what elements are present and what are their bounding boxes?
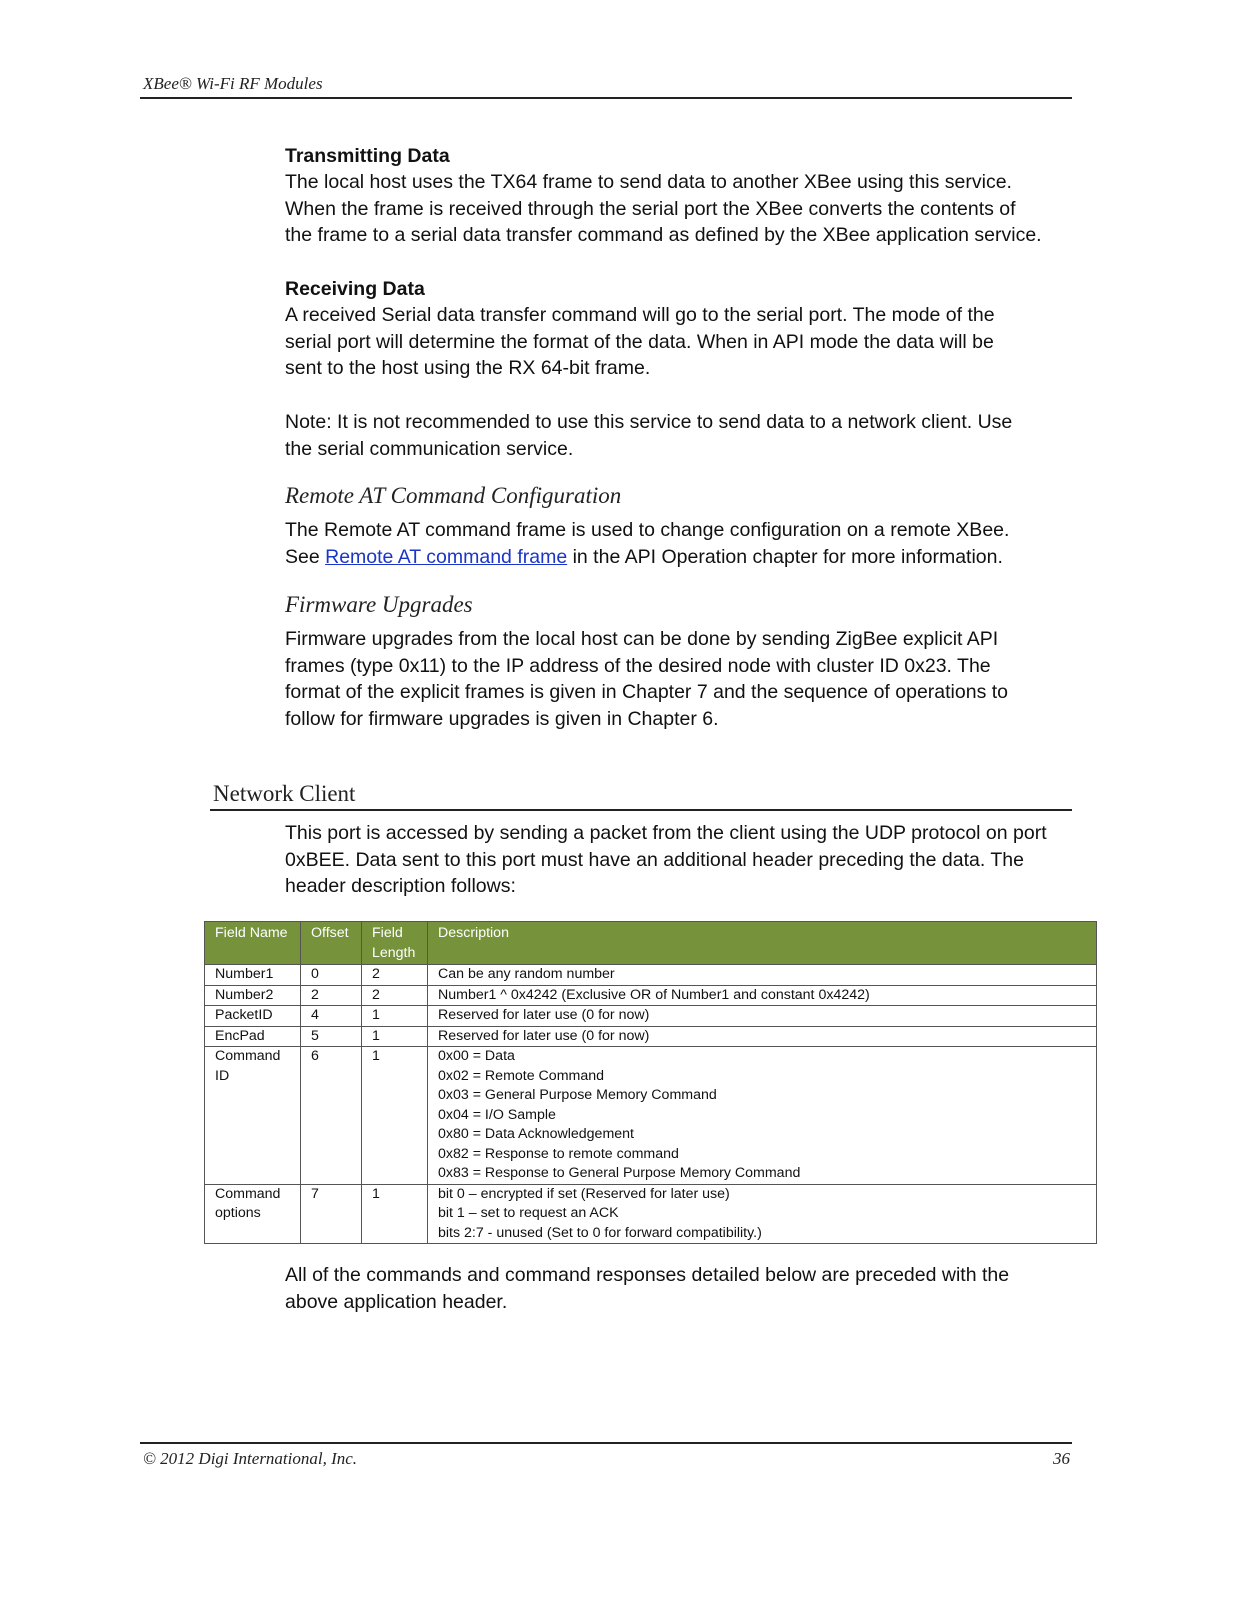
receiving-line: A received Serial data transfer command will go to the serial port. The mode of the	[285, 304, 995, 326]
network-client-heading: Network Client	[213, 781, 356, 806]
table-row	[205, 1184, 1097, 1244]
column-header-description: Description	[428, 922, 1097, 965]
note-line: the serial communication service.	[285, 437, 574, 460]
receiving-section	[285, 276, 1075, 382]
description-line: bit 1 – set to request an ACK	[438, 1205, 619, 1221]
field-length-cell: 1	[362, 1184, 428, 1244]
description-line: Can be any random number	[438, 966, 615, 982]
description-line: 0x02 = Remote Command	[438, 1067, 604, 1084]
network-client-intro	[285, 820, 1075, 900]
table-row	[205, 1047, 1097, 1185]
field-name-cell: PacketID	[205, 1006, 301, 1027]
transmitting-section	[285, 143, 1075, 249]
column-header-field-name: Field Name	[205, 922, 301, 965]
remote-at-suffix: in the API Operation chapter for more information.	[567, 545, 1003, 568]
field-name-cell: Command ID	[205, 1047, 301, 1185]
header-fields-table	[204, 921, 1097, 1244]
firmware-line: Firmware upgrades from the local host can be done by sending ZigBee explicit API	[285, 628, 999, 650]
description-cell	[428, 1026, 1097, 1047]
network-client-line: header description follows:	[285, 875, 516, 897]
network-client-line: 0xBEE. Data sent to this port must have an additional header preceding the data. The	[285, 848, 1024, 871]
closing-section	[285, 1262, 1075, 1315]
table-header-row	[205, 922, 1097, 965]
field-length-cell: 2	[362, 985, 428, 1006]
field-name-cell: Number1	[205, 965, 301, 986]
page-number: 36	[1053, 1449, 1070, 1468]
firmware-line: frames (type 0x11) to the IP address of the desired node with cluster ID 0x23. The	[285, 654, 991, 677]
field-length-cell: 1	[362, 1006, 428, 1027]
remote-at-prefix: See	[285, 545, 326, 568]
field-length-cell: 1	[362, 1047, 428, 1185]
column-header-offset: Offset	[301, 922, 362, 965]
transmitting-line: When the frame is received through the serial port the XBee converts the contents of	[285, 197, 1016, 220]
description-line: bits 2:7 - unused (Set to 0 for forward compatibility.)	[438, 1224, 762, 1241]
firmware-line: format of the explicit frames is given in Chapter 7 and the sequence of operations to	[285, 681, 1008, 703]
field-length-cell: 1	[362, 1026, 428, 1047]
table-row	[205, 1026, 1097, 1047]
remote-at-section	[285, 482, 1075, 570]
transmitting-line: the frame to a serial data transfer command as defined by the XBee application service.	[285, 224, 1042, 246]
offset-cell: 6	[301, 1047, 362, 1185]
table-row	[205, 1006, 1097, 1027]
header-rule	[140, 97, 1072, 99]
firmware-line: follow for firmware upgrades is given in Chapter 6.	[285, 707, 719, 730]
firmware-section	[285, 591, 1075, 732]
remote-at-line: The Remote AT command frame is used to change configuration on a remote XBee.	[285, 519, 1010, 541]
column-header-field-length: Field Length	[362, 922, 428, 965]
description-line: 0x83 = Response to General Purpose Memory Command	[438, 1165, 801, 1181]
remote-at-command-frame-link[interactable]: Remote AT command frame	[325, 545, 568, 568]
section-rule	[210, 809, 1072, 811]
closing-line: All of the commands and command responses detailed below are preceded with the	[285, 1264, 1010, 1286]
description-cell	[428, 1047, 1097, 1185]
field-name-cell: Number2	[205, 985, 301, 1006]
note-line: Note: It is not recommended to use this service to send data to a network client. Use	[285, 411, 1013, 433]
receiving-line: sent to the host using the RX 64-bit frame.	[285, 357, 651, 379]
offset-cell: 4	[301, 1006, 362, 1027]
field-name-cell: Command options	[205, 1184, 301, 1244]
firmware-heading: Firmware Upgrades	[285, 592, 473, 617]
description-line: 0x80 = Data Acknowledgement	[438, 1126, 634, 1142]
description-line: Number1 ^ 0x4242 (Exclusive OR of Number1 and constant 0x4242)	[438, 986, 870, 1003]
description-line: 0x00 = Data	[438, 1048, 515, 1064]
remote-at-link-line	[285, 544, 1075, 571]
transmitting-line: The local host uses the TX64 frame to send data to another XBee using this service.	[285, 171, 1012, 193]
offset-cell: 5	[301, 1026, 362, 1047]
table-row	[205, 965, 1097, 986]
transmitting-heading: Transmitting Data	[285, 145, 450, 167]
remote-at-heading: Remote AT Command Configuration	[285, 483, 622, 508]
table-row	[205, 985, 1097, 1006]
description-cell	[428, 985, 1097, 1006]
offset-cell: 7	[301, 1184, 362, 1244]
description-cell	[428, 965, 1097, 986]
field-name-cell: EncPad	[205, 1026, 301, 1047]
description-cell	[428, 1184, 1097, 1244]
receiving-heading: Receiving Data	[285, 278, 425, 300]
network-client-line: This port is accessed by sending a packet from the client using the UDP protocol on port	[285, 822, 1047, 844]
field-length-cell: 2	[362, 965, 428, 986]
description-line: Reserved for later use (0 for now)	[438, 1027, 650, 1044]
description-cell	[428, 1006, 1097, 1027]
running-header: XBee® Wi-Fi RF Modules	[143, 74, 323, 93]
offset-cell: 0	[301, 965, 362, 986]
closing-line: above application header.	[285, 1290, 508, 1313]
footer-copyright: © 2012 Digi International, Inc.	[143, 1449, 358, 1468]
description-line: Reserved for later use (0 for now)	[438, 1007, 650, 1023]
receiving-line: serial port will determine the format of the data. When in API mode the data will be	[285, 330, 994, 353]
description-line: 0x03 = General Purpose Memory Command	[438, 1087, 717, 1103]
footer-rule	[140, 1442, 1072, 1444]
description-line: 0x82 = Response to remote command	[438, 1145, 679, 1162]
offset-cell: 2	[301, 985, 362, 1006]
description-line: 0x04 = I/O Sample	[438, 1106, 556, 1123]
description-line: bit 0 – encrypted if set (Reserved for later use)	[438, 1185, 730, 1202]
note-section	[285, 409, 1075, 462]
